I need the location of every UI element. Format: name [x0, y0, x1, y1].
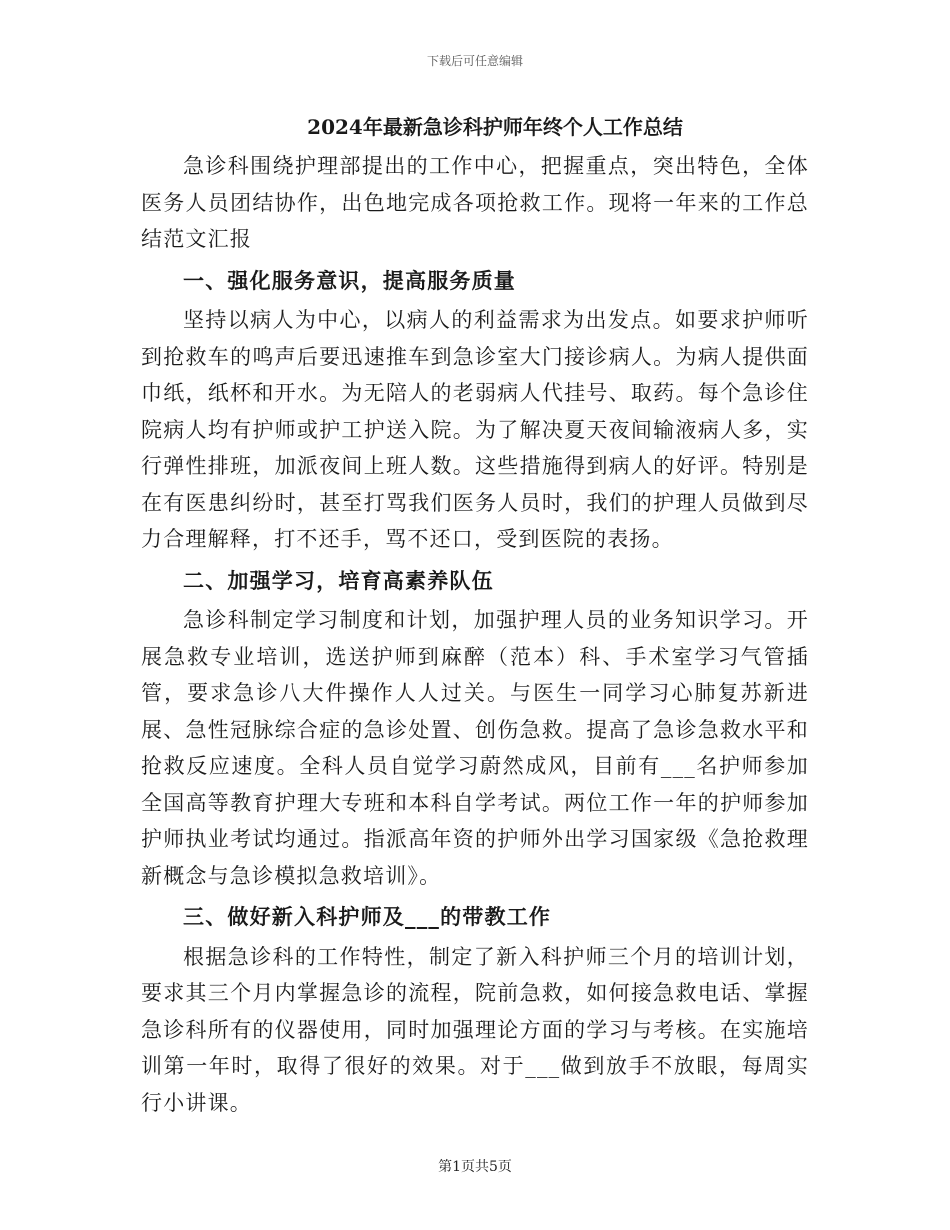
section-heading-3: 三、做好新入科护师及___的带教工作	[183, 904, 552, 929]
document-body	[141, 108, 809, 1121]
section-heading-1: 一、强化服务意识，提高服务质量	[183, 267, 516, 293]
document-title: 2024年最新急诊科护师年终个人工作总结	[307, 115, 683, 139]
page-number: 第1页共5页	[438, 1159, 512, 1175]
section-body-3: 根据急诊科的工作特性，制定了新入科护师三个月的培训计划，要求其三个月内掌握急诊的流程，院前急救，如何接急救电话、掌握急诊科所有的仪器使用，同时加强理论方面的学习与考核。在实施培训第一年时，取得了很好的效果。对于___做到放手不放眼，每周实行小讲课。	[141, 944, 809, 1115]
section-body-1: 坚持以病人为中心，以病人的利益需求为出发点。如要求护师听到抢救车的鸣声后要迅速推车到急诊室大门接诊病人。为病人提供面巾纸，纸杯和开水。为无陪人的老弱病人代挂号、取药。每个急诊住院病人均有护师或护工护送入院。为了解决夏天夜间输液病人多，实行弹性排班，加派夜间上班人数。这些措施得到病人的好评。特别是在有医患纠纷时，甚至打骂我们医务人员时，我们的护理人员做到尽力合理解释，打不还手，骂不还口，受到医院的表扬。	[141, 308, 809, 551]
header-note: 下载后可任意编辑	[426, 54, 523, 68]
intro-paragraph: 急诊科围绕护理部提出的工作中心，把握重点，突出特色，全体医务人员团结协作，出色地完成各项抢救工作。现将一年来的工作总结范文汇报	[141, 154, 809, 251]
section-body-2: 急诊科制定学习制度和计划，加强护理人员的业务知识学习。开展急救专业培训，选送护师到麻醉（范本）科、手术室学习气管插管，要求急诊八大件操作人人过关。与医生一同学习心肺复苏新进展、急性冠脉综合症的急诊处置、创伤急救。提高了急诊急救水平和抢救反应速度。全科人员自觉学习蔚然成风，目前有___名护师参加全国高等教育护理大专班和本科自学考试。两位工作一年的护师参加护师执业考试均通过。指派高年资的护师外出学习国家级《急抢救理新概念与急诊模拟急救培训》。	[141, 608, 809, 888]
section-heading-2: 二、加强学习，培育高素养队伍	[183, 567, 494, 593]
